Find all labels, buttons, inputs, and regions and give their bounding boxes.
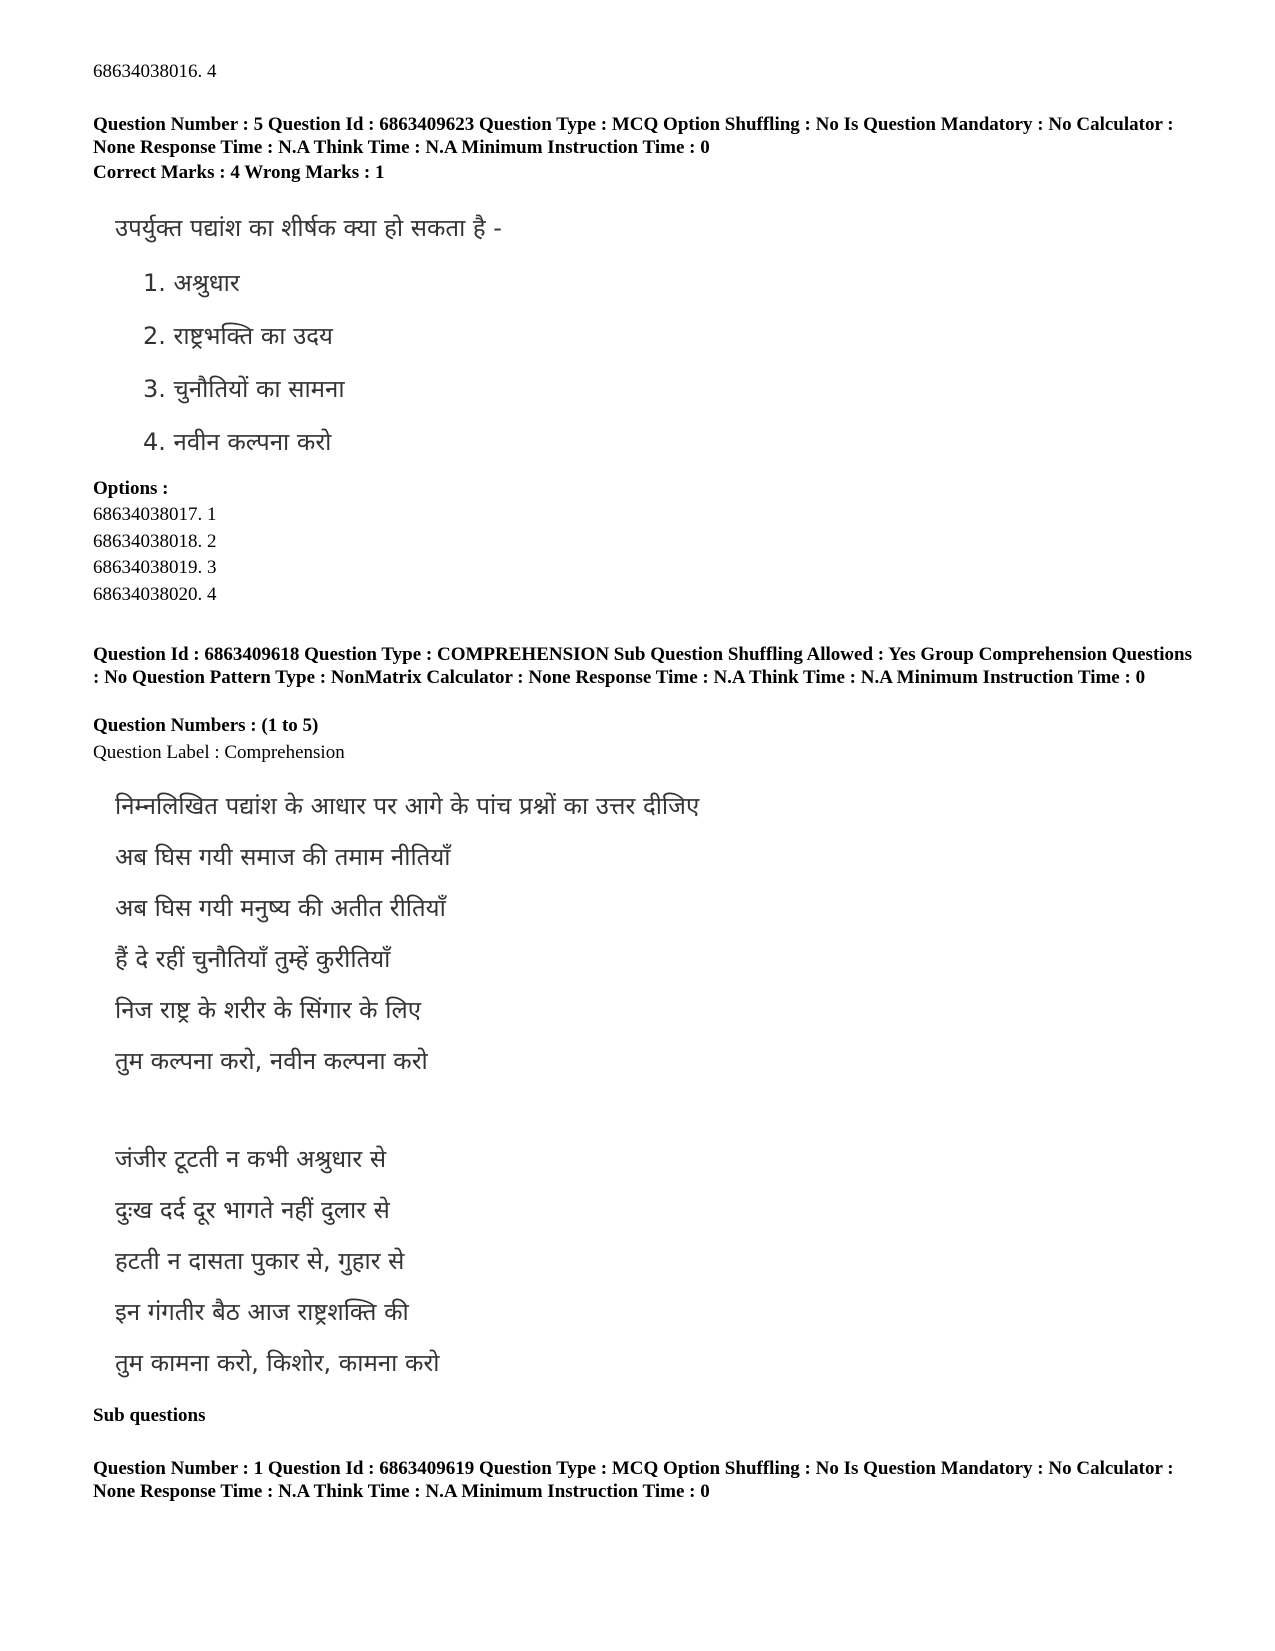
- passage-intro: निम्नलिखित पद्यांश के आधार पर आगे के पांच प्रश्नों का उत्तर दीजिए: [115, 792, 700, 820]
- question-5-marks: Correct Marks : 4 Wrong Marks : 1: [93, 162, 385, 183]
- options-label: Options :: [93, 478, 169, 499]
- question-5-text: उपर्युक्त पद्यांश का शीर्षक क्या हो सकता है -: [115, 214, 502, 242]
- poem-line: निज राष्ट्र के शरीर के सिंगार के लिए: [115, 996, 422, 1024]
- question-5-header: Question Number : 5 Question Id : 6863409623 Question Type : MCQ Option Shuffling : No Is Question Mandatory : No Calculator : None Response Time : N.A Think Time : N.A Minimum Instruction Time : 0: [93, 114, 1174, 158]
- question-label: Question Label : Comprehension: [93, 742, 345, 763]
- question-1-header: Question Number : 1 Question Id : 6863409619 Question Type : MCQ Option Shuffling : No Is Question Mandatory : No Calculator : None Response Time : N.A Think Time : N.A Minimum Instruction Time : 0: [93, 1458, 1174, 1502]
- option-text: 68634038020. 4: [93, 584, 217, 605]
- question-5-choice: 1. अश्रुधार: [143, 269, 240, 297]
- poem-line: हटती न दासता पुकार से, गुहार से: [115, 1247, 405, 1275]
- option-text: 68634038019. 3: [93, 557, 217, 578]
- option-text: 68634038017. 1: [93, 504, 217, 525]
- option-text: 68634038016. 4: [93, 61, 217, 82]
- poem-line: दुःख दर्द दूर भागते नहीं दुलार से: [115, 1196, 390, 1224]
- question-5-choice: 2. राष्ट्रभक्ति का उदय: [143, 322, 333, 350]
- question-5-choice: 3. चुनौतियों का सामना: [143, 375, 345, 403]
- poem-line: अब घिस गयी समाज की तमाम नीतियाँ: [115, 843, 451, 871]
- question-5-choice: 4. नवीन कल्पना करो: [143, 428, 332, 456]
- question-numbers: Question Numbers : (1 to 5): [93, 715, 319, 736]
- option-text: 68634038018. 2: [93, 531, 217, 552]
- sub-questions-heading: Sub questions: [93, 1405, 206, 1426]
- poem-line: इन गंगतीर बैठ आज राष्ट्रशक्ति की: [115, 1298, 409, 1326]
- poem-line: अब घिस गयी मनुष्य की अतीत रीतियाँ: [115, 894, 446, 922]
- comprehension-header: Question Id : 6863409618 Question Type : COMPREHENSION Sub Question Shuffling Allowed : Yes Group Comprehension Questions : No Question Pattern Type : NonMatrix Calculator : None Response Time : N.A Think Time : N.A Minimum Instruction Time : 0: [93, 644, 1193, 688]
- poem-line: हैं दे रहीं चुनौतियाँ तुम्हें कुरीतियाँ: [115, 945, 391, 973]
- poem-line: तुम कल्पना करो, नवीन कल्पना करो: [115, 1047, 428, 1075]
- poem-line: तुम कामना करो, किशोर, कामना करो: [115, 1349, 440, 1377]
- poem-line: जंजीर टूटती न कभी अश्रुधार से: [115, 1145, 387, 1173]
